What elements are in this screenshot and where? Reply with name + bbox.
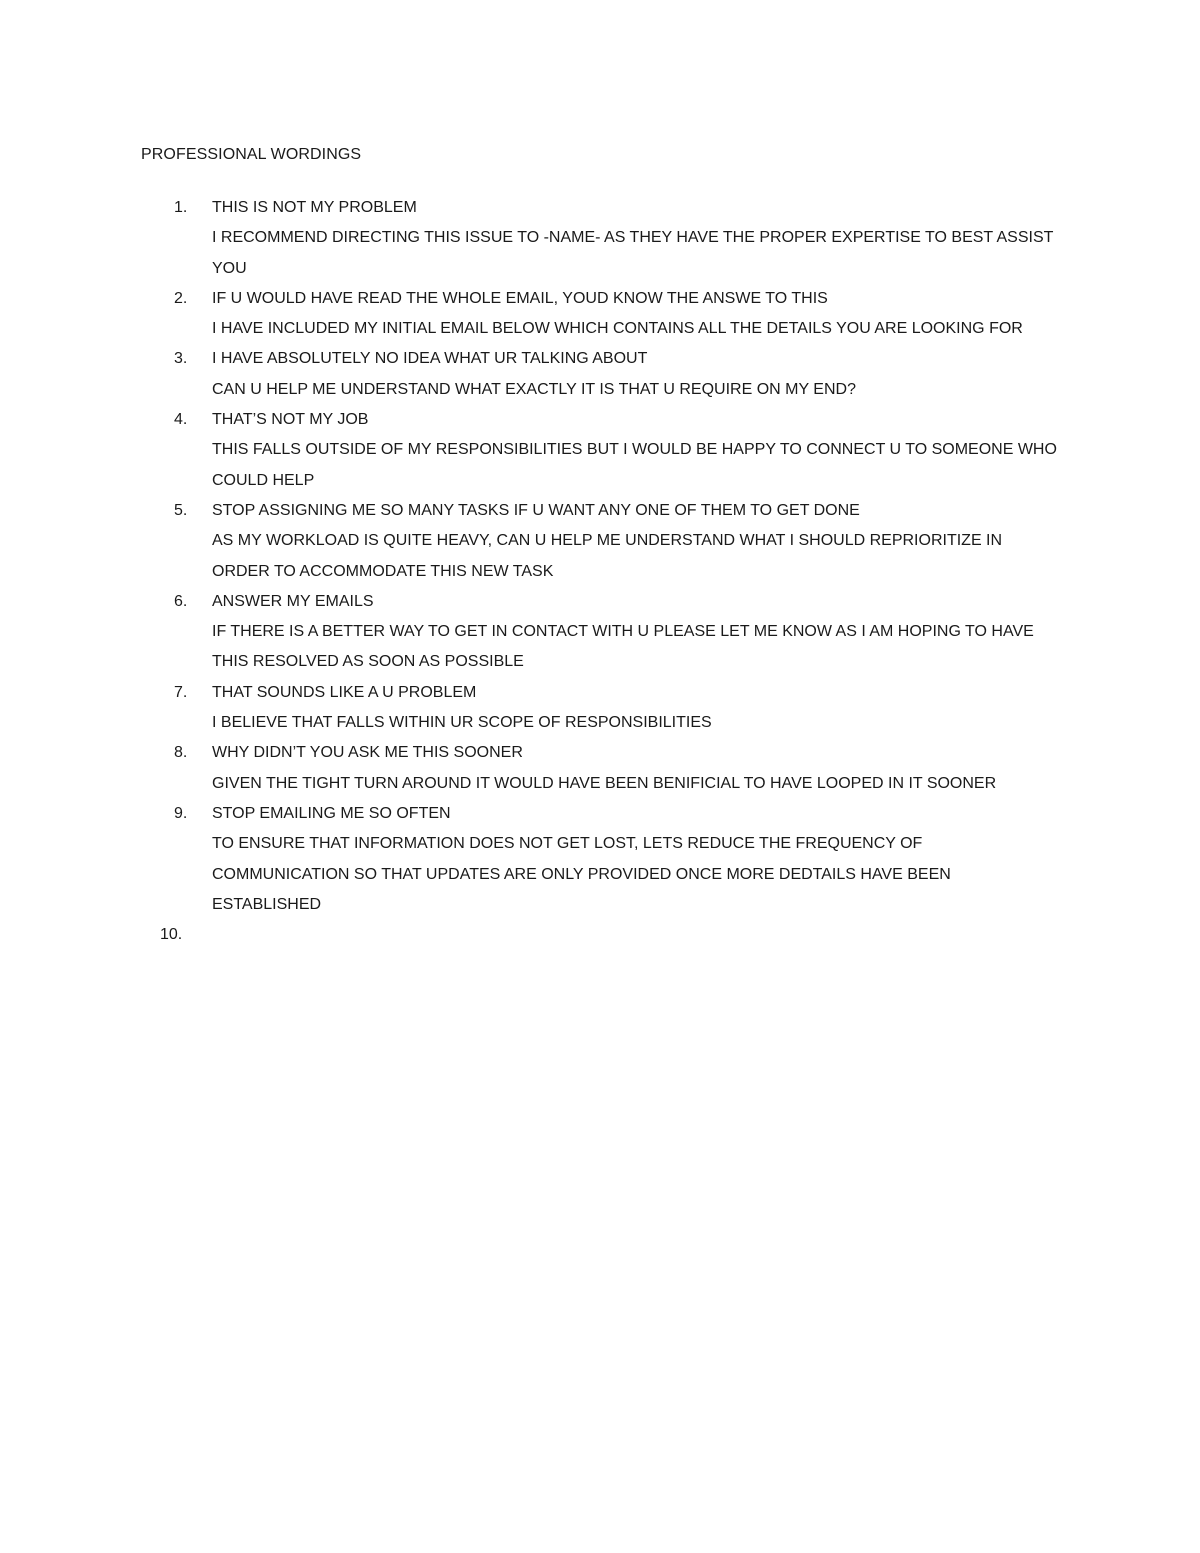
list-item (141, 799, 1061, 920)
document-title: PROFESSIONAL WORDINGS (141, 146, 362, 163)
item-number: 6. (174, 592, 188, 610)
item-number: 3. (174, 350, 188, 368)
item-phrase: I HAVE ABSOLUTELY NO IDEA WHAT UR TALKING ABOUT (212, 350, 648, 368)
list-item (141, 920, 1061, 950)
list-item (141, 284, 1061, 345)
item-reword: THIS FALLS OUTSIDE OF MY RESPONSIBILITIES BUT I WOULD BE HAPPY TO CONNECT U TO SOMEONE WHO COULD HELP (212, 441, 1057, 489)
item-number: 5. (174, 501, 188, 519)
item-reword: IF THERE IS A BETTER WAY TO GET IN CONTACT WITH U PLEASE LET ME KNOW AS I AM HOPING TO HAVE THIS RESOLVED AS SOON AS POSSIBLE (212, 623, 1034, 671)
item-phrase: IF U WOULD HAVE READ THE WHOLE EMAIL, YOUD KNOW THE ANSWE TO THIS (212, 289, 828, 307)
list-item (141, 738, 1061, 799)
item-reword: I BELIEVE THAT FALLS WITHIN UR SCOPE OF RESPONSIBILITIES (212, 714, 712, 732)
wordings-list (141, 193, 1061, 950)
item-number: 4. (174, 411, 188, 429)
list-item (141, 193, 1061, 284)
item-phrase: THAT SOUNDS LIKE A U PROBLEM (212, 683, 477, 701)
item-phrase: STOP EMAILING ME SO OFTEN (212, 804, 451, 822)
list-item (141, 496, 1061, 587)
item-number: 8. (174, 744, 188, 762)
item-reword: TO ENSURE THAT INFORMATION DOES NOT GET LOST, LETS REDUCE THE FREQUENCY OF COMMUNICATION SO THAT UPDATES ARE ONLY PROVIDED ONCE MORE DEDTAILS HAVE BEEN ESTABLISHED (212, 835, 951, 913)
item-reword: AS MY WORKLOAD IS QUITE HEAVY, CAN U HELP ME UNDERSTAND WHAT I SHOULD REPRIORITIZE IN ORDER TO ACCOMMODATE THIS NEW TASK (212, 532, 1003, 580)
item-reword: GIVEN THE TIGHT TURN AROUND IT WOULD HAVE BEEN BENIFICIAL TO HAVE LOOPED IN IT SOONER (212, 774, 997, 792)
item-number: 7. (174, 683, 188, 701)
item-phrase: ANSWER MY EMAILS (212, 592, 374, 610)
item-reword: I HAVE INCLUDED MY INITIAL EMAIL BELOW WHICH CONTAINS ALL THE DETAILS YOU ARE LOOKING FOR (212, 320, 1023, 338)
item-number: 9. (174, 804, 188, 822)
item-reword: CAN U HELP ME UNDERSTAND WHAT EXACTLY IT IS THAT U REQUIRE ON MY END? (212, 380, 856, 398)
item-phrase (212, 920, 1061, 950)
item-phrase: THIS IS NOT MY PROBLEM (212, 199, 417, 216)
list-item (141, 587, 1061, 678)
item-phrase: WHY DIDN’T YOU ASK ME THIS SOONER (212, 744, 523, 762)
list-item (141, 344, 1061, 405)
list-item (141, 405, 1061, 496)
item-phrase: STOP ASSIGNING ME SO MANY TASKS IF U WANT ANY ONE OF THEM TO GET DONE (212, 501, 860, 519)
item-number: 1. (174, 199, 188, 216)
item-number: 2. (174, 289, 188, 307)
item-phrase: THAT’S NOT MY JOB (212, 411, 369, 429)
list-item (141, 678, 1061, 739)
item-reword: I RECOMMEND DIRECTING THIS ISSUE TO -NAME- AS THEY HAVE THE PROPER EXPERTISE TO BEST ASSIST YOU (212, 229, 1054, 277)
item-number: 10. (160, 926, 183, 944)
